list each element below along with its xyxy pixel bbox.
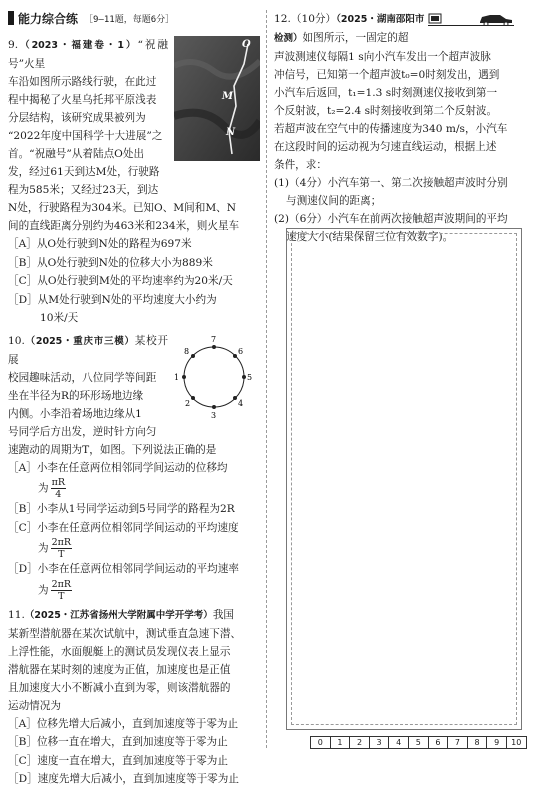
question-text: 某校开展 [8,334,168,366]
question-text: 条件，求： [274,159,327,171]
question-text: 个反射波，t₂=2.4 s时刻接收到第二个反射波。 [274,105,498,117]
question-source: 检测） [274,33,303,44]
column-divider [266,10,267,748]
option-d[interactable]: ［D］速度先增大后减小，直到加速度等于零为止 [8,773,239,785]
subquestion-2-cont: 速度大小(结果保留三位有效数字)。 [286,231,454,243]
question-text: 号同学后方出发，逆时针方向匀 [8,425,157,438]
answer-area-inner [291,233,517,725]
question-text: 冲信号，已知第一个超声波t₀=0时刻发出，遇到 [274,69,500,81]
option-b[interactable]: ［B］从O处行驶到N处的位移大小为889米 [8,256,213,269]
left-column [8,8,260,789]
seat-label: 2 [185,398,191,408]
question-text: “2022年度中国科学十大进展”之 [8,130,163,142]
seat-label: 8 [184,346,190,356]
option-b[interactable]: ［B］小李从1号同学运动到5号同学的路程为2R [8,503,235,515]
score-scale [310,736,527,748]
option-a[interactable]: ［A］从O处行驶到N处的路程为697米 [8,238,192,250]
option-a[interactable]: ［A］位移先增大后减小，直到加速度等于零为止 [8,717,239,730]
question-score: （10分） [290,13,337,25]
question-text: “祝融号”火星 [8,39,168,70]
score-cell[interactable]: 6 [429,736,449,749]
question-10 [8,332,260,602]
question-text: 某新型潜航器在某次试航中，测试垂直急速下潜、 [8,627,242,640]
option-c-value: 为 $\frac{2\pi R}{T}$ [38,537,72,560]
option-a[interactable]: ［A］小李在任意两位相邻同学间运动的位移均 [8,461,228,474]
subquestion-2: (2)（6分）小汽车在前两次接触超声波期间的平均 [274,213,508,225]
circle-figure [174,332,254,428]
score-cell[interactable]: 8 [468,736,488,749]
point-m-label: M [222,91,234,102]
section-header [8,8,260,28]
question-text: 程为585米；又经过23天，到达 [8,184,159,196]
right-column [274,10,525,246]
question-text: 如图所示，一固定的超 [302,32,409,44]
question-text: 上浮性能，水面舰艇上的测试员发现仪表上显示 [8,645,231,658]
question-text: 车沿如图所示路线行驶，在此过 [8,76,157,88]
question-text: 坐在半径为R的环形场地边缘 [8,389,144,402]
question-12 [274,10,525,246]
question-source: （2025・重庆市三模） [24,335,135,347]
question-text: 校园趣味活动，八位同学等间距 [8,371,157,384]
question-number: 9. [8,39,19,51]
question-text: 声波测速仪每隔1 s向小汽车发出一个超声波脉 [274,51,491,63]
subquestion-1: (1)（4分）小汽车第一、第二次接触超声波时分别 [274,177,508,189]
option-c[interactable]: ［C］速度一直在增大，直到加速度等于零为止 [8,754,228,767]
question-text: 速跑动的周期为T，如图。下列说法正确的是 [8,443,217,456]
question-text: 我国 [212,608,234,621]
option-c[interactable]: ［C］从O处行驶到M处的平均速率约为20米/天 [8,275,233,287]
score-cell[interactable]: 7 [448,736,468,749]
question-number: 10. [8,334,25,347]
speed-gun-car-icon [428,12,514,26]
option-b[interactable]: ［B］位移一直在增大，直到加速度等于零为止 [8,736,228,748]
option-d-value: 为 $\frac{2\pi R}{T}$ [38,578,72,602]
question-text: 若超声波在空气中的传播速度为340 m/s，小汽车 [274,123,508,135]
seat-label: 6 [238,346,244,356]
question-text: 程中揭秘了火星乌托邦平原浅表 [8,94,157,106]
question-text: 发，经过61天到达M处，行驶路 [8,166,160,178]
question-text: 首。“祝融号”从着陆点O处出 [8,148,145,160]
question-text: 间的直线距离分别约为463米和234米，则火星车 [8,220,240,232]
score-cell[interactable]: 5 [409,736,429,749]
score-cell[interactable]: 9 [487,736,507,749]
circle-seating-icon [174,332,254,422]
question-9 [8,36,260,328]
question-source: （2025・江苏省扬州大学附属中学开学考） [24,609,213,621]
question-source: （2023・福建卷・1） [18,40,138,51]
question-text: 潜航器在某时刻的速度为正值，加速度也是正值 [8,663,231,676]
point-n-label: N [226,127,236,138]
question-text: 运动情况为 [8,699,61,712]
seat-label: 1 [174,372,180,382]
question-number: 12. [274,13,291,25]
question-text: 且加速度大小不断减小直到为零，则该潜航器的 [8,681,231,694]
mars-route-figure [174,36,260,161]
seat-label: 4 [238,398,244,408]
mars-terrain-icon [174,36,260,161]
question-11 [8,606,260,789]
section-range: ［9—11题，每题6分］ [84,14,175,25]
option-d[interactable]: ［D］从M处行驶到N处的平均速度大小约为 [8,293,217,306]
option-a-value: 为 $\frac{\pi R}{4}$ [38,477,65,500]
answer-area[interactable] [286,228,522,730]
subquestion-1-cont: 与测速仪间的距离； [286,195,382,207]
option-d-cont: 10米/天 [40,312,79,324]
option-d[interactable]: ［D］小李在任意两位相邻同学间运动的平均速率 [8,563,239,575]
seat-label: 3 [211,410,217,420]
score-cell[interactable]: 1 [331,736,351,749]
score-cell[interactable]: 10 [507,736,527,749]
score-cell[interactable]: 0 [310,736,331,749]
section-title: 能力综合练 [18,11,79,26]
score-cell[interactable]: 4 [389,736,409,749]
question-text: 内侧。小李沿着场地边缘从1 [8,407,142,420]
point-o-label: O [242,39,251,50]
question-text: 分层结构，该研究成果被列为 [8,112,146,124]
score-cell[interactable]: 3 [370,736,390,749]
header-bar-icon [8,11,14,25]
seat-label: 7 [211,334,217,344]
question-number: 11. [8,608,25,621]
question-source: （2025・湖南邵阳市 [336,14,425,25]
score-cell[interactable]: 2 [350,736,370,749]
question-text: 小汽车后返回，t₁=1.3 s时刻测速仪接收到第一 [274,87,498,99]
seat-label: 5 [247,372,253,382]
option-c[interactable]: ［C］小李在任意两位相邻同学间运动的平均速度 [8,521,239,534]
question-text: 在这段时间的运动视为匀速直线运动，根据上述 [274,141,497,153]
question-text: N处，行驶路程为304米。已知O、M间和M、N [8,202,237,214]
